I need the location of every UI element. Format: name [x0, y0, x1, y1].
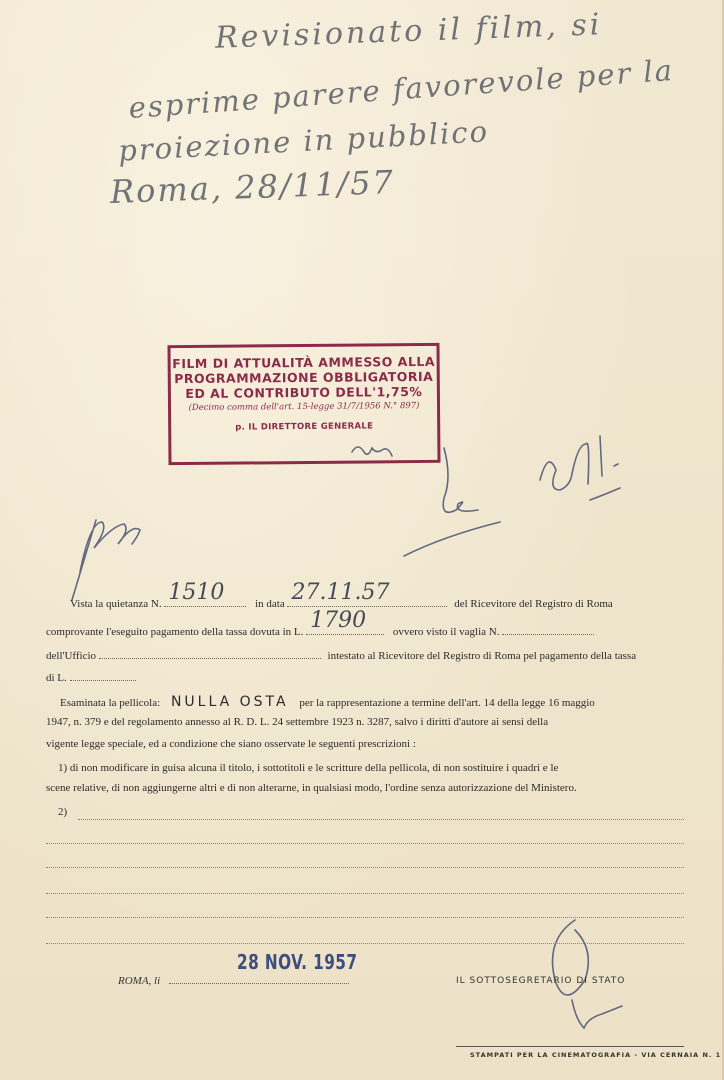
value-data: 27.11.57: [291, 580, 390, 605]
field-vaglia: [502, 634, 594, 635]
initials-signature: [72, 520, 140, 600]
roma-li-label: [118, 975, 349, 987]
label-dell-ufficio: dell'Ufficio: [46, 650, 97, 662]
approval-stamp: [167, 343, 440, 465]
handwritten-note-line-1: Revisionato il film, si: [214, 7, 603, 56]
middle-signature: [404, 448, 500, 556]
field-roma-date: [169, 983, 349, 984]
value-importo: 1790: [310, 608, 367, 633]
field-importo: [306, 608, 384, 635]
prescrizione-2-label: 2): [58, 806, 68, 818]
stamp-signature-label: p. IL DIRETTORE GENERALE: [235, 421, 374, 433]
prescrizione-2-line-6: [46, 942, 684, 944]
field-quietanza-number: [164, 580, 246, 607]
label-comprovante: comprovante l'eseguito pagamento della tassa dovuta in L.: [46, 626, 304, 638]
prescrizione-2-line-1: [78, 818, 684, 820]
label-di-l: di L.: [46, 672, 67, 684]
right-signature: [540, 436, 620, 500]
handwritten-note-line-3: proiezione in pubblico: [117, 114, 490, 168]
form-line-vigente: vigente legge speciale, ed a condizione che siano osservate le seguenti prescrizioni :: [46, 738, 416, 750]
field-ufficio: [99, 658, 321, 659]
label-esaminata: Esaminata la pellicola:: [60, 697, 161, 709]
field-data: [287, 580, 447, 607]
form-line-ufficio: [46, 650, 686, 662]
label-vista-quietanza: Vista la quietanza N.: [70, 598, 162, 610]
date-stamp: 28 NOV. 1957: [237, 950, 358, 974]
bottom-signature: [553, 920, 623, 1028]
label-ricevitore: del Ricevitore del Registro di Roma: [454, 598, 613, 610]
nulla-osta-heading: NULLA OSTA: [170, 694, 289, 710]
stamp-line-1: FILM DI ATTUALITÀ AMMESSO ALLA: [172, 353, 436, 372]
prescrizione-2-line-5: [46, 916, 684, 918]
prescrizione-2-line-2: [46, 842, 684, 844]
label-esaminata-rest: per la rappresentazione a termine dell'art. 14 della legge 16 maggio: [299, 697, 595, 709]
label-intestato: intestato al Ricevitore del Registro di Roma pel pagamento della tassa: [327, 650, 637, 662]
stamp-line-2: PROGRAMMAZIONE OBBLIGATORIA: [174, 368, 434, 387]
prescrizione-1-line-2: scene relative, di non aggiungerne altri e di non alterarne, in qualsiasi modo, l'ordine senza autorizzazione del Ministero.: [46, 782, 577, 794]
form-line-di-l: [46, 672, 686, 684]
prescrizione-2-line-4: [46, 892, 684, 894]
footer-rule: [456, 1046, 684, 1047]
handwritten-note-line-2: esprime parere favorevole per la: [127, 52, 676, 126]
form-line-esaminata: [46, 694, 686, 710]
label-ovvero: ovvero visto il vaglia N.: [392, 626, 500, 638]
label-in-data: in data: [255, 598, 285, 610]
form-line-1947: 1947, n. 379 e del regolamento annesso al R. D. L. 24 settembre 1923 n. 3287, salvo i diritti d'autore ai sensi della: [46, 716, 549, 728]
field-di-l: [70, 680, 136, 681]
roma-li-text: ROMA, li: [118, 975, 161, 987]
prescrizione-2-line-3: [46, 866, 684, 868]
form-line-comprovante: [46, 608, 686, 638]
stamp-line-3: ED AL CONTRIBUTO DELL'1,75%: [185, 383, 423, 402]
sottosegretario-label: IL SOTTOSEGRETARIO DI STATO: [456, 976, 626, 986]
value-quietanza-number: 1510: [168, 580, 225, 605]
prescrizione-1-line-1: 1) di non modificare in guisa alcuna il titolo, i sottotitoli e le scritture della pellicola, di non sostituire i quadri e le: [58, 762, 559, 774]
stamp-note: (Decimo comma dell'art. 15-legge 31/7/1956 N.° 897): [188, 400, 420, 414]
handwritten-note-date: Roma, 28/11/57: [109, 163, 396, 211]
printer-imprint: STAMPATI PER LA CINEMATOGRAFIA - VIA CERNAIA N. 1: [470, 1051, 722, 1059]
